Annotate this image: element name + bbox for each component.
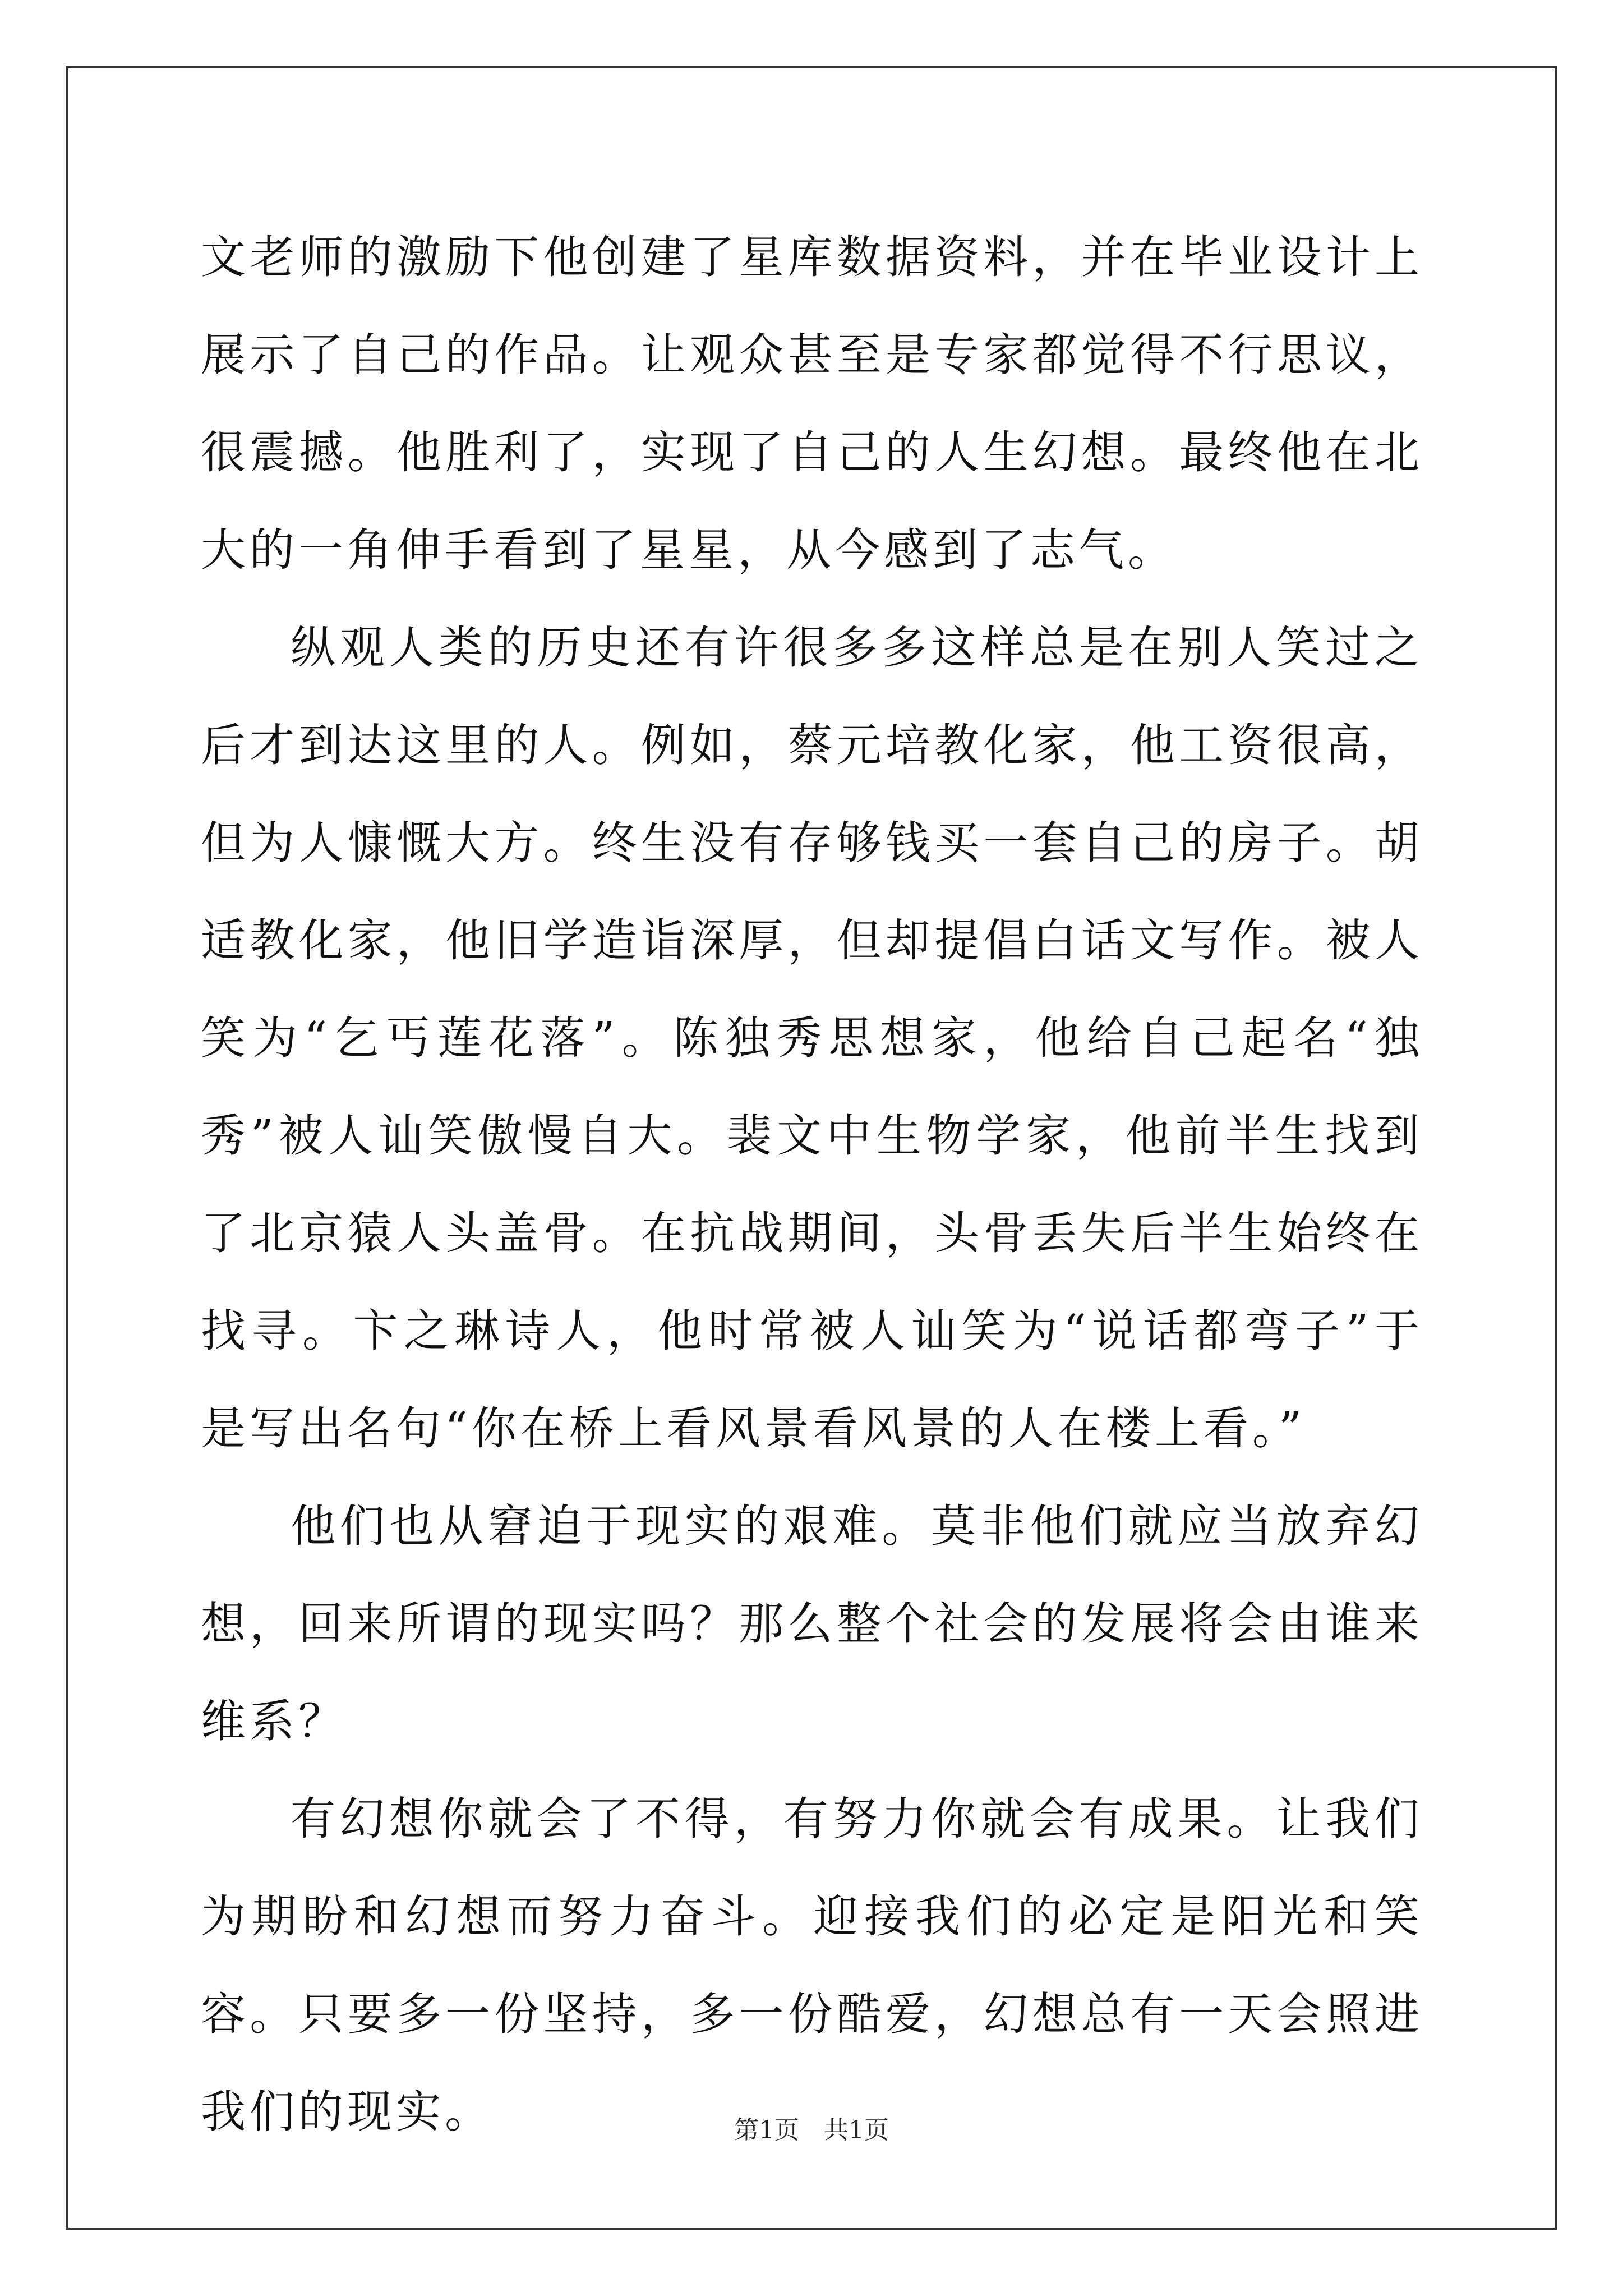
paragraph-4: 有幻想你就会了不得，有努力你就会有成果。让我们为期盼和幻想而努力奋斗。迎接我们的必定是阳光和笑容。只要多一份坚持，多一份酷爱，幻想总有一天会照进我们的现实。: [201, 1793, 1423, 2138]
paragraph-3: 他们也从窘迫于现实的艰难。莫非他们就应当放弃幻想，回来所谓的现实吗？那么整个社会的发展将会由谁来维系？: [201, 1500, 1423, 1747]
paragraph-2: 纵观人类的历史还有许很多多这样总是在别人笑过之后才到达这里的人。例如，蔡元培教化家，他工资很高，但为人慷慨大方。终生没有存够钱买一套自己的房子。胡适教化家，他旧学造诣深厚，但却提倡白话文写作。被人笑为“乞丐莲花落”。陈独秀思想家，他给自己起名“独秀”被人讪笑傲慢自大。裴文中生物学家，他前半生找到了北京猿人头盖骨。在抗战期间，头骨丢失后半生始终在找寻。卞之琳诗人，他时常被人讪笑为“说话都弯子”于是写出名句“你在桥上看风景看风景的人在楼上看。”: [201, 622, 1423, 1455]
paragraph-1: 文老师的激励下他创建了星库数据资料，并在毕业设计上展示了自己的作品。让观众甚至是专家都觉得不行思议，很震撼。他胜利了，实现了自己的人生幻想。最终他在北大的一角伸手看到了星星，从今感到了志气。: [201, 231, 1423, 576]
page-number: 第1页 共1页: [734, 2116, 889, 2145]
document-body: [201, 209, 1423, 2161]
